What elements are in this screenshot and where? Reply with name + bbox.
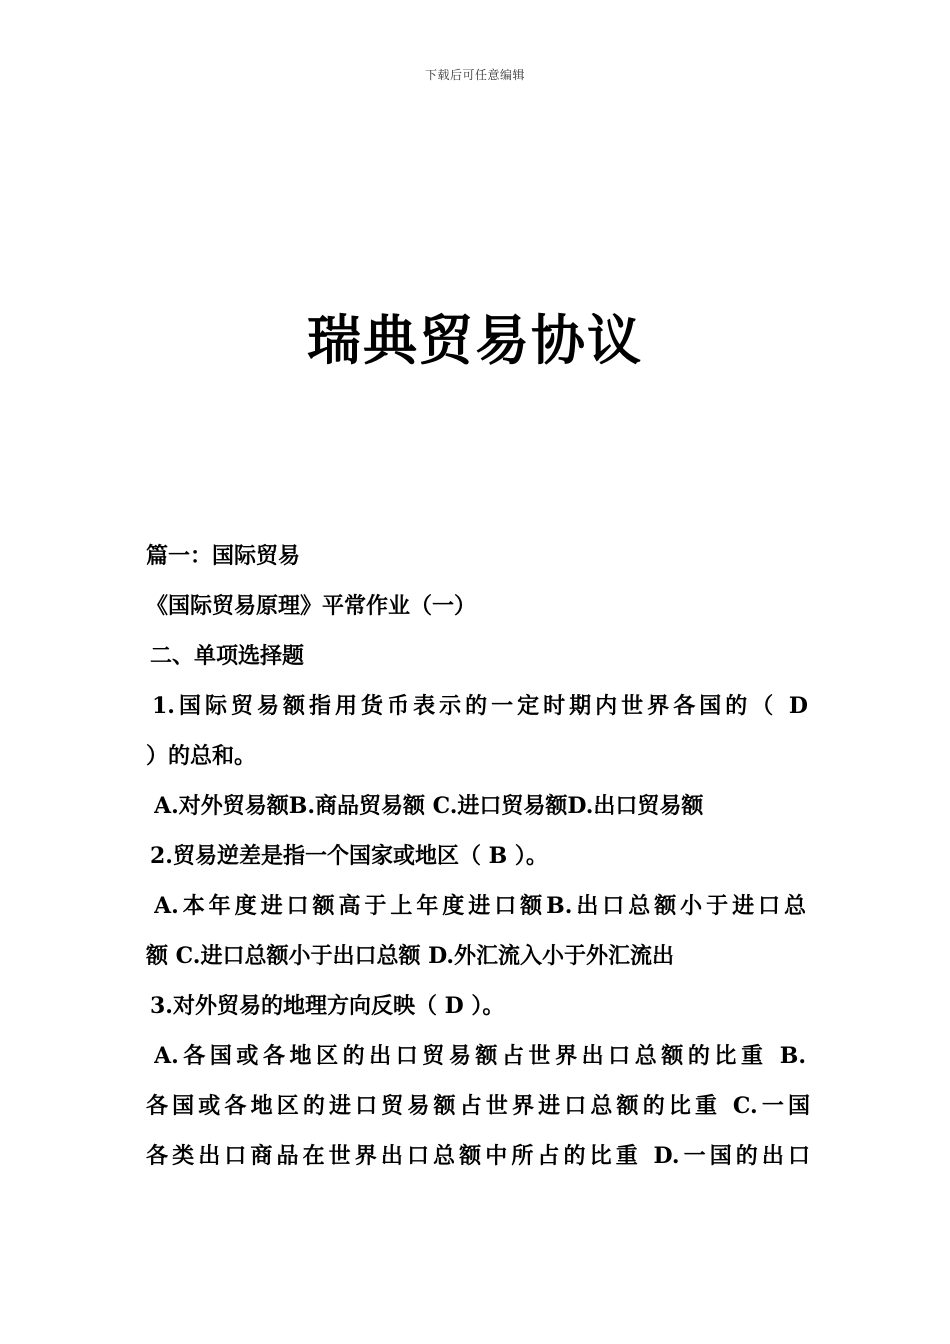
question-1-line-1: 1.国际贸易额指用货币表示的一定时期内世界各国的（ D [152,693,808,719]
question-2-options-line-2: 额 C.进口总额小于出口总额 D.外汇流入小于外汇流出 [146,943,675,969]
question-3-line-1: 3.对外贸易的地理方向反映（ D ）。 [150,993,505,1019]
assignment-heading: 《国际贸易原理》平常作业（一） [146,593,477,619]
question-2-line-1: 2.贸易逆差是指一个国家或地区（ B ）。 [150,843,548,869]
section-heading: 篇一：国际贸易 [146,543,301,569]
question-2-options-line-1: A.本年度进口额高于上年度进口额B.出口总额小于进口总 [154,893,806,919]
header-note: 下载后可任意编辑 [424,68,525,82]
question-1-line-2: ）的总和。 [146,743,257,769]
question-3-options-line-1: A.各国或各地区的出口贸易额占世界出口总额的比重 B. [154,1043,806,1069]
question-type-heading: 二、单项选择题 [150,643,305,669]
question-3-options-line-2: 各国或各地区的进口贸易额占世界进口总额的比重 C.一国 [146,1093,810,1119]
question-3-options-line-3: 各类出口商品在世界出口总额中所占的比重 D.一国的出口 [146,1143,810,1169]
question-1-options: A.对外贸易额B.商品贸易额 C.进口贸易额D.出口贸易额 [154,793,704,819]
document-title: 瑞典贸易协议 [307,308,643,372]
